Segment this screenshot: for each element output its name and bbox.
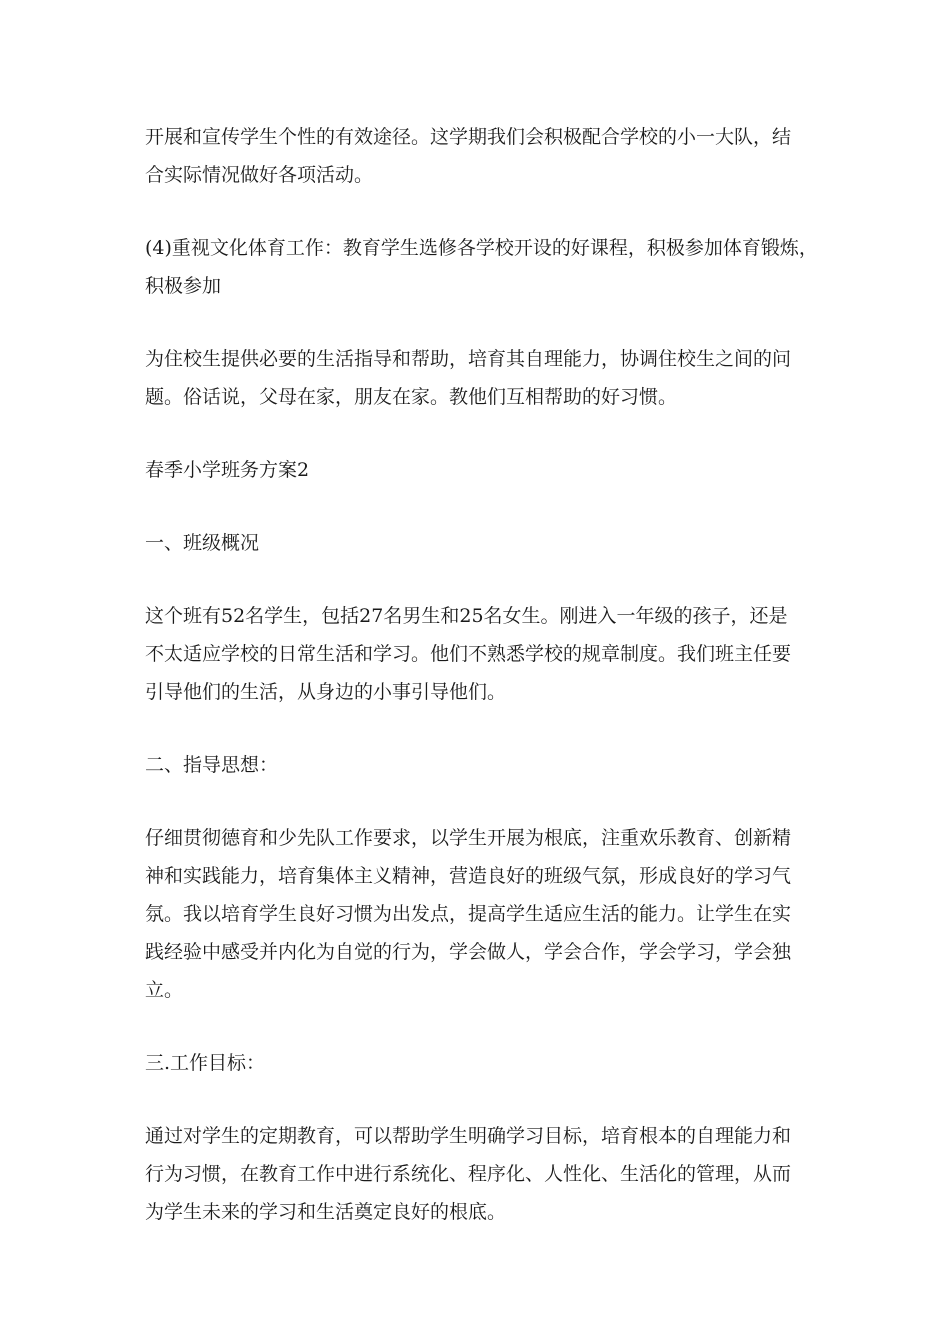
paragraph bbox=[145, 340, 820, 416]
text-line: 题。俗话说，父母在家，朋友在家。教他们互相帮助的好习惯。 bbox=[145, 386, 678, 408]
text-line: 为住校生提供必要的生活指导和帮助，培育其自理能力，协调住校生之间的问 bbox=[145, 348, 792, 370]
section-heading bbox=[145, 524, 820, 562]
text-line: 合实际情况做好各项活动。 bbox=[145, 164, 374, 186]
section-heading bbox=[145, 746, 820, 784]
paragraph bbox=[145, 597, 820, 711]
paragraph bbox=[145, 1117, 820, 1231]
text-line: 立。 bbox=[145, 979, 184, 1001]
text-line: 这个班有52名学生，包括27名男生和25名女生。刚进入一年级的孩子，还是 bbox=[145, 605, 788, 627]
text-line: 开展和宣传学生个性的有效途径。这学期我们会积极配合学校的小一大队，结 bbox=[145, 126, 792, 148]
text-line: 行为习惯，在教育工作中进行系统化、程序化、人性化、生活化的管理，从而 bbox=[145, 1163, 792, 1185]
text-line: 践经验中感受并内化为自觉的行为，学会做人，学会合作，学会学习，学会独 bbox=[145, 941, 792, 963]
text-line: (4)重视文化体育工作：教育学生选修各学校开设的好课程，积极参加体育锻炼， bbox=[145, 237, 818, 259]
paragraph bbox=[145, 819, 820, 1009]
text-line: 通过对学生的定期教育，可以帮助学生明确学习目标，培育根本的自理能力和 bbox=[145, 1125, 792, 1147]
text-line: 不太适应学校的日常生活和学习。他们不熟悉学校的规章制度。我们班主任要 bbox=[145, 643, 792, 665]
text-line: 三.工作目标： bbox=[145, 1052, 266, 1074]
document-body bbox=[145, 118, 820, 1266]
text-line: 积极参加 bbox=[145, 275, 222, 297]
paragraph bbox=[145, 229, 820, 305]
text-line: 二、指导思想： bbox=[145, 754, 279, 776]
text-line: 春季小学班务方案2 bbox=[145, 459, 310, 481]
text-line: 一、班级概况 bbox=[145, 532, 260, 554]
paragraph bbox=[145, 118, 820, 194]
section-heading bbox=[145, 1044, 820, 1082]
text-line: 为学生未来的学习和生活奠定良好的根底。 bbox=[145, 1201, 507, 1223]
text-line: 神和实践能力，培育集体主义精神，营造良好的班级气氛，形成良好的学习气 bbox=[145, 865, 792, 887]
text-line: 引导他们的生活，从身边的小事引导他们。 bbox=[145, 681, 507, 703]
text-line: 仔细贯彻德育和少先队工作要求，以学生开展为根底，注重欢乐教育、创新精 bbox=[145, 827, 792, 849]
section-title bbox=[145, 451, 820, 489]
text-line: 氛。我以培育学生良好习惯为出发点，提高学生适应生活的能力。让学生在实 bbox=[145, 903, 792, 925]
